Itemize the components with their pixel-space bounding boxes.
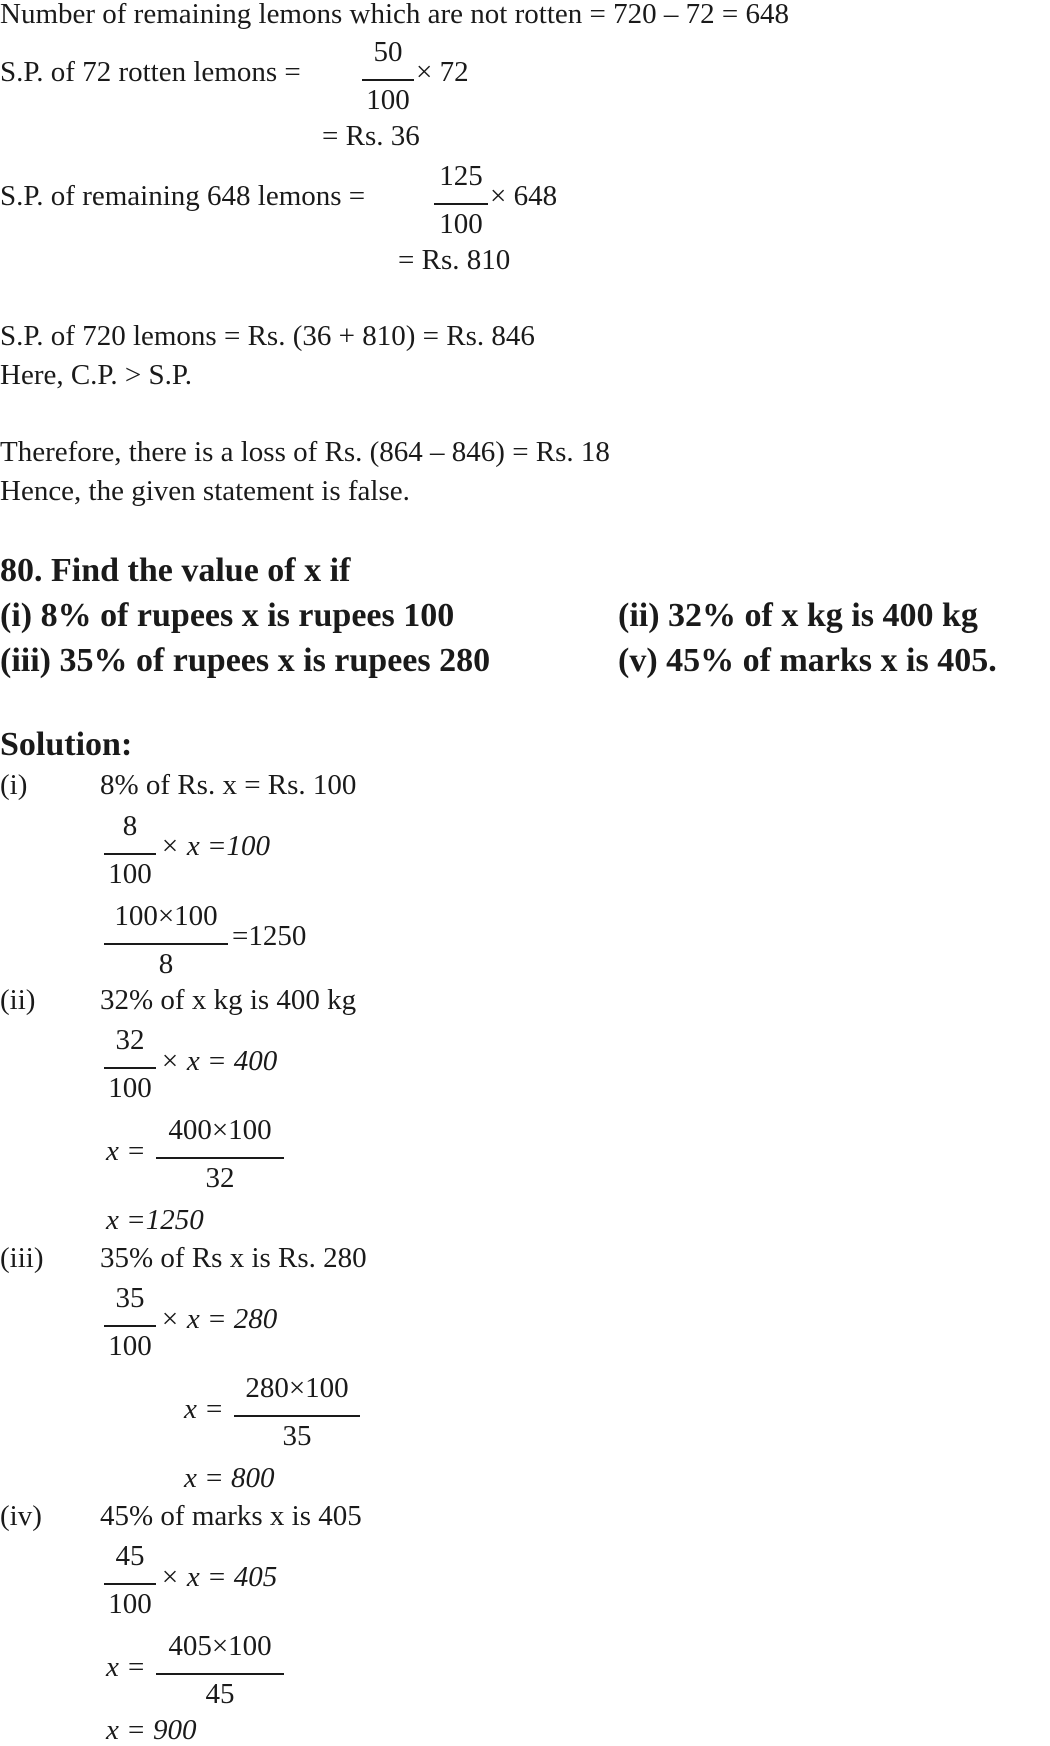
- part-i-statement: 8% of Rs. x = Rs. 100: [100, 769, 357, 801]
- fraction-numerator: 400×100: [168, 1114, 272, 1146]
- fraction-45-100: [104, 1542, 156, 1622]
- fraction-numerator: 8: [122, 810, 138, 842]
- fraction-bar: [104, 1067, 156, 1069]
- part-ii-equation: × x = 400: [160, 1045, 278, 1077]
- part-iv-label: (iv): [0, 1500, 42, 1532]
- line-loss: Therefore, there is a loss of Rs. (864 – 846) = Rs. 18: [0, 436, 610, 468]
- fraction-bar: [156, 1157, 284, 1159]
- fraction-50-100: [362, 38, 414, 118]
- fraction-bar: [104, 1583, 156, 1585]
- part-i-equation: × x =100: [160, 830, 271, 862]
- part-iv-x-equals: x =: [106, 1651, 146, 1683]
- fraction-denominator: 100: [366, 84, 410, 116]
- part-ii-statement: 32% of x kg is 400 kg: [100, 984, 357, 1016]
- fraction-35-100: [104, 1284, 156, 1364]
- fraction-denominator: 100: [108, 1072, 152, 1104]
- line-remaining-lemons: Number of remaining lemons which are not rotten = 720 – 72 = 648: [0, 0, 789, 30]
- part-iii-label: (iii): [0, 1242, 44, 1274]
- fraction-denominator: 32: [205, 1162, 235, 1194]
- question-part-v: (v) 45% of marks x is 405.: [618, 642, 997, 679]
- fraction-denominator: 100: [108, 1330, 152, 1362]
- question-part-iii: (iii) 35% of rupees x is rupees 280: [0, 642, 491, 679]
- fraction-bar: [104, 943, 228, 945]
- line-statement-false: Hence, the given statement is false.: [0, 475, 410, 507]
- fraction-denominator: 100: [108, 858, 152, 890]
- part-i-label: (i): [0, 769, 28, 801]
- part-iii-statement: 35% of Rs x is Rs. 280: [100, 1242, 367, 1274]
- fraction-denominator: 45: [205, 1678, 235, 1710]
- fraction-denominator: 100: [439, 208, 483, 240]
- fraction-numerator: 125: [439, 160, 483, 192]
- part-ii-x-equals: x =: [106, 1135, 146, 1167]
- line-cp-gt-sp: Here, C.P. > S.P.: [0, 359, 192, 391]
- fraction-bar: [362, 79, 414, 81]
- fraction-numerator: 50: [373, 36, 403, 68]
- part-iii-equation: × x = 280: [160, 1303, 278, 1335]
- fraction-numerator: 32: [115, 1024, 145, 1056]
- part-iii-x-equals: x =: [184, 1393, 224, 1425]
- fraction-denominator: 8: [158, 948, 174, 980]
- fraction-denominator: 100: [108, 1588, 152, 1620]
- fraction-numerator: 405×100: [168, 1630, 272, 1662]
- sp-rotten-label: S.P. of 72 rotten lemons =: [0, 56, 301, 88]
- fraction-32-100: [104, 1026, 156, 1106]
- part-iv-equation: × x = 405: [160, 1561, 278, 1593]
- question-part-ii: (ii) 32% of x kg is 400 kg: [618, 597, 978, 634]
- part-i-result: =1250: [232, 920, 307, 952]
- fraction-400x100-32: [156, 1116, 284, 1196]
- fraction-280x100-35: [234, 1374, 360, 1454]
- fraction-bar: [156, 1673, 284, 1675]
- fraction-bar: [234, 1415, 360, 1417]
- solution-heading: Solution:: [0, 726, 133, 763]
- line-sp-720: S.P. of 720 lemons = Rs. (36 + 810) = Rs. 846: [0, 320, 535, 352]
- sp-rotten-result: = Rs. 36: [322, 120, 420, 152]
- fraction-bar: [104, 853, 156, 855]
- fraction-denominator: 35: [282, 1420, 312, 1452]
- part-iii-result: x = 800: [184, 1462, 275, 1494]
- question-title: 80. Find the value of x if: [0, 552, 351, 589]
- fraction-100x100-8: [104, 902, 228, 982]
- part-ii-label: (ii): [0, 984, 36, 1016]
- fraction-numerator: 100×100: [114, 900, 218, 932]
- fraction-bar: [434, 203, 488, 205]
- fraction-125-100: [434, 162, 488, 242]
- sp-remaining-label: S.P. of remaining 648 lemons =: [0, 180, 366, 212]
- part-ii-result: x =1250: [106, 1204, 204, 1236]
- fraction-8-100: [104, 812, 156, 892]
- fraction-numerator: 35: [115, 1282, 145, 1314]
- part-iv-result: x = 900: [106, 1714, 197, 1746]
- part-iv-statement: 45% of marks x is 405: [100, 1500, 362, 1532]
- fraction-numerator: 280×100: [245, 1372, 349, 1404]
- sp-remaining-multiplier: × 648: [490, 180, 558, 212]
- sp-remaining-result: = Rs. 810: [398, 244, 511, 276]
- question-part-i: (i) 8% of rupees x is rupees 100: [0, 597, 455, 634]
- fraction-numerator: 45: [115, 1540, 145, 1572]
- sp-rotten-multiplier: × 72: [416, 56, 469, 88]
- fraction-405x100-45: [156, 1632, 284, 1712]
- fraction-bar: [104, 1325, 156, 1327]
